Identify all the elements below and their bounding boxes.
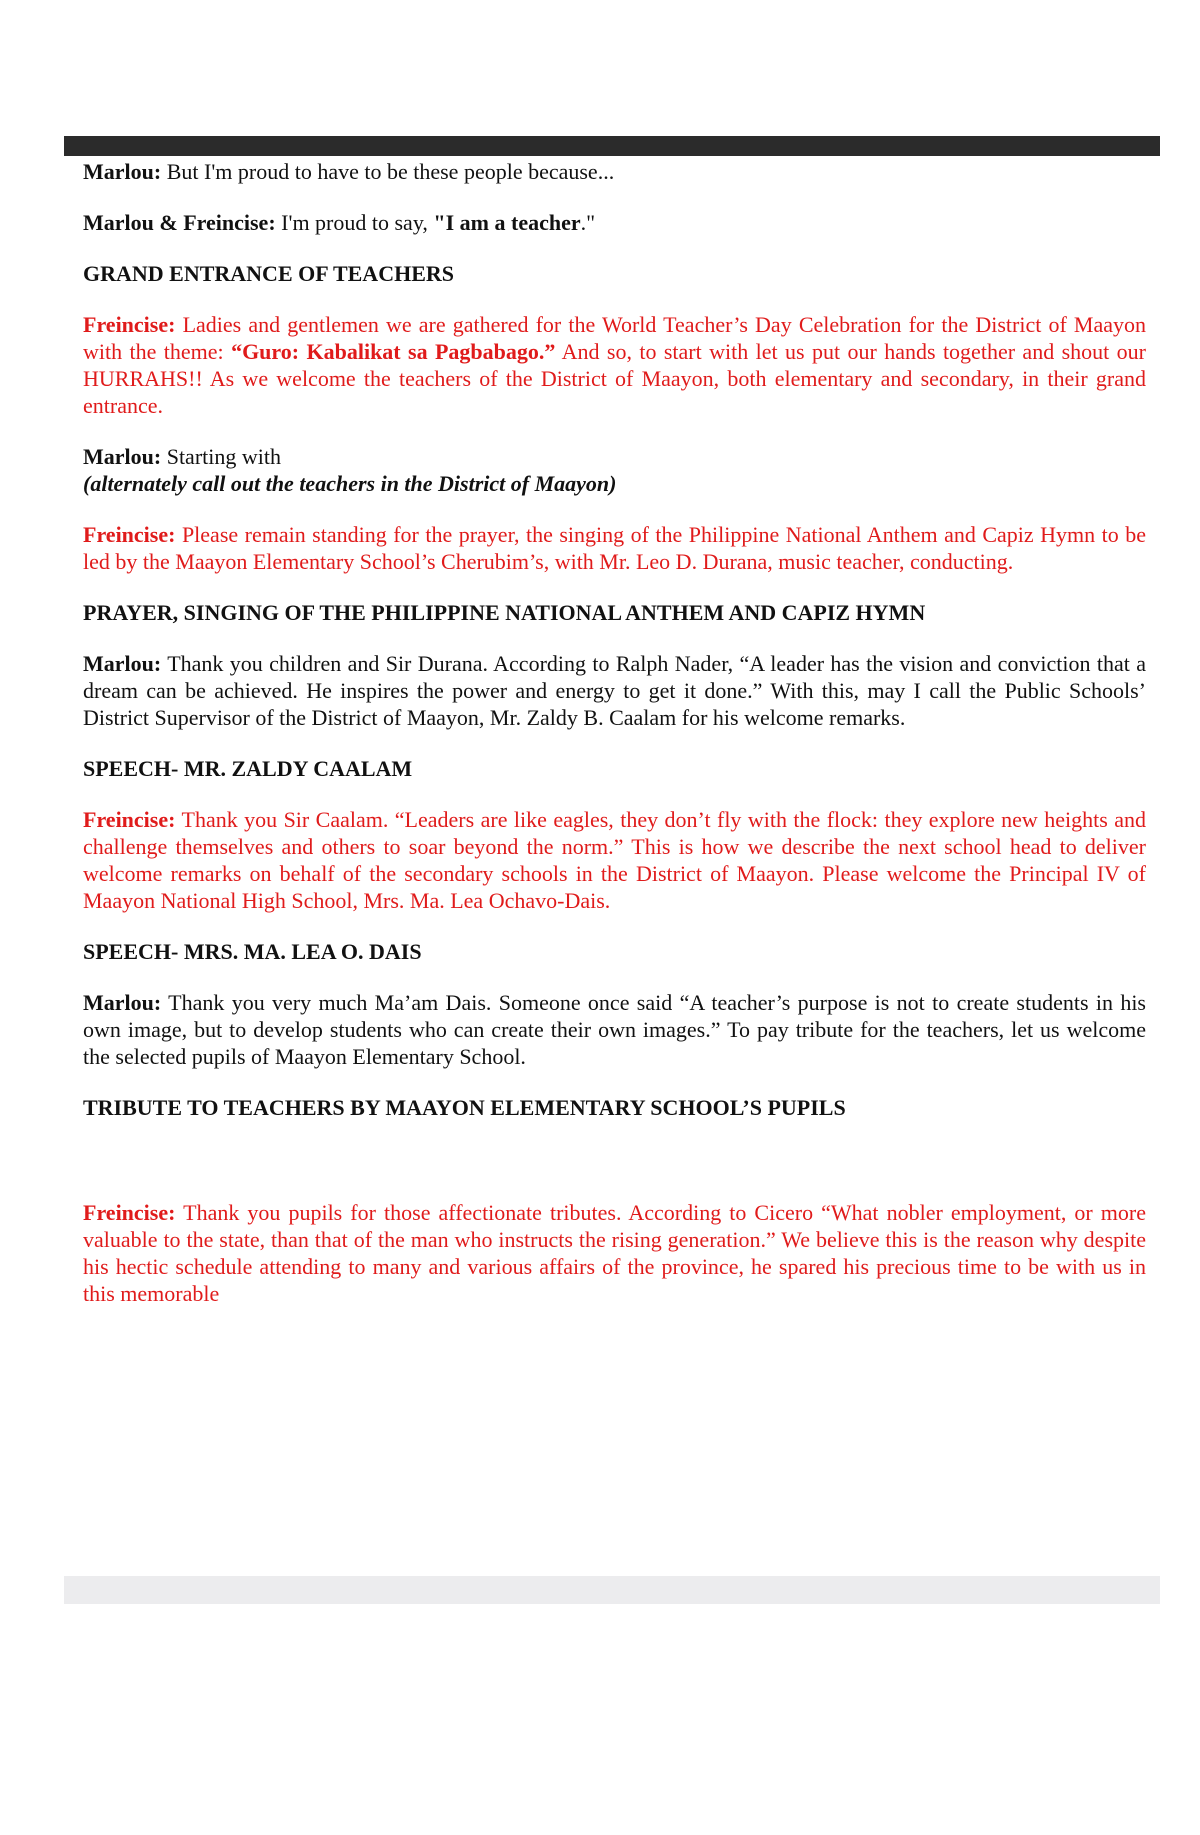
section-heading: SPEECH- MRS. MA. LEA O. DAIS (83, 939, 422, 964)
paragraph-freincise-3 (83, 806, 1146, 914)
section-heading: GRAND ENTRANCE OF TEACHERS (83, 261, 454, 286)
paragraph-freincise-1 (83, 311, 1146, 419)
speaker-label: Freincise: (83, 312, 176, 337)
dialogue-text: Thank you children and Sir Durana. According to Ralph Nader, “A leader has the vision and conviction that a dream can be achieved. He inspires the power and energy to get it done.” With this, may I call the Public Schools’ District Supervisor of the District of Maayon, Mr. Zaldy B. Caalam for his welcome remarks. (83, 651, 1146, 730)
dialogue-text: Please remain standing for the prayer, the singing of the Philippine National Anthem and Capiz Hymn to be led by the Maayon Elementary School’s Cherubim’s, with Mr. Leo D. Durana, music teacher, conducting. (83, 522, 1146, 574)
dialogue-text: Thank you very much Ma’am Dais. Someone once said “A teacher’s purpose is not to create students in his own image, but to develop students who can create their own images.” To pay tribute for the teachers, let us welcome the selected pupils of Maayon Elementary School. (83, 990, 1146, 1069)
dialogue-bold-text: "I am a teacher (433, 210, 581, 235)
section-heading: SPEECH- MR. ZALDY CAALAM (83, 756, 413, 781)
paragraph-marlou-3 (83, 650, 1146, 731)
dialogue-text: I'm proud to say, (281, 210, 434, 235)
stage-direction: (alternately call out the teachers in the District of Maayon) (83, 471, 617, 496)
dialogue-text: Thank you Sir Caalam. “Leaders are like eagles, they don’t fly with the flock: they explore new heights and challenge themselves and others to soar beyond the norm.” This is how we describe the next school head to deliver welcome remarks on behalf of the secondary schools in the District of Maayon. Please welcome the Principal IV of Maayon National High School, Mrs. Ma. Lea Ochavo-Dais. (83, 807, 1146, 913)
dialogue-text: Thank you pupils for those affectionate tributes. According to Cicero “What nobler employment, or more valuable to the state, than that of the man who instructs the rising generation.” We believe this is the reason why despite his hectic schedule attending to many and various affairs of the province, he spared his precious time to be with us in this memorable (83, 1200, 1146, 1306)
dialogue-text-cont: And so, to start with let us put our hands together and shout our HURRAHS!! As we welcome the teachers of the District of Maayon, both elementary and secondary, in their grand entrance. (83, 339, 1146, 418)
section-heading: TRIBUTE TO TEACHERS BY MAAYON ELEMENTARY SCHOOL’S PUPILS (83, 1095, 846, 1120)
speaker-label: Marlou: (83, 444, 162, 469)
speaker-label: Freincise: (83, 807, 176, 832)
speaker-label: Freincise: (83, 1200, 176, 1225)
speaker-label: Freincise: (83, 522, 176, 547)
dialogue-text-end: ." (580, 210, 596, 235)
paragraph-both-hosts (83, 209, 1146, 236)
dialogue-text: Ladies and gentlemen we are gathered for the World Teacher’s Day Celebration for the District of Maayon with the theme: (83, 312, 1146, 364)
page-bottom-bar (64, 1576, 1160, 1604)
dialogue-text: Starting with (166, 444, 281, 469)
paragraph-marlou-4 (83, 989, 1146, 1070)
paragraph-marlou-2 (83, 443, 1146, 497)
page-top-bar (64, 136, 1160, 156)
speaker-label: Marlou & Freincise: (83, 210, 276, 235)
speaker-label: Marlou: (83, 159, 162, 184)
paragraph-marlou-1 (83, 158, 1146, 185)
section-heading: PRAYER, SINGING OF THE PHILIPPINE NATIONAL ANTHEM AND CAPIZ HYMN (83, 600, 926, 625)
speaker-label: Marlou: (83, 990, 162, 1015)
speaker-label: Marlou: (83, 651, 162, 676)
dialogue-text: But I'm proud to have to be these people because... (166, 159, 615, 184)
paragraph-freincise-4 (83, 1199, 1146, 1307)
script-document (83, 158, 1146, 1307)
paragraph-freincise-2 (83, 521, 1146, 575)
theme-text: “Guro: Kabalikat sa Pagbabago.” (231, 339, 556, 364)
